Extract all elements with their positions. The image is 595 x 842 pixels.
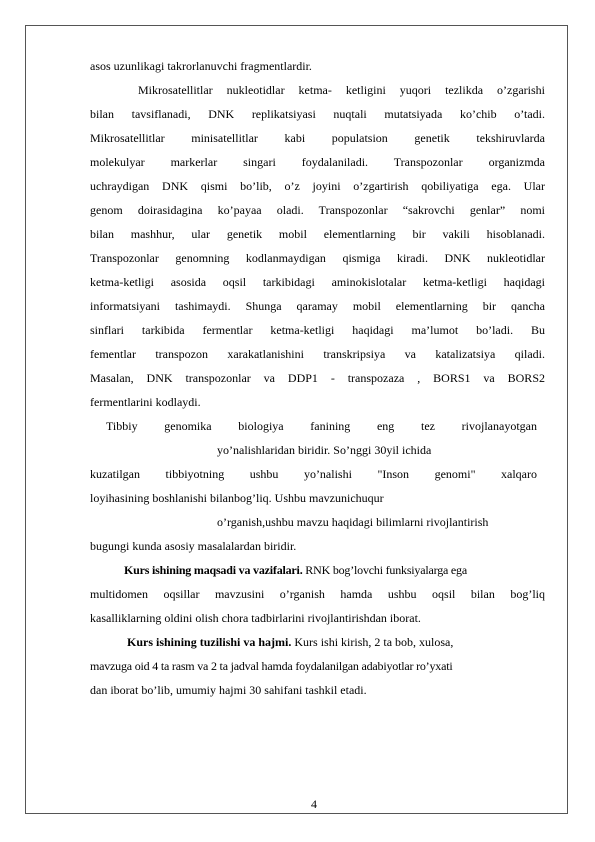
relevance-line: o’rganish,ushbu mavzu haqidagi bilimlarni rivojlantirish [217,515,489,529]
goals-heading: Kurs ishining maqsadi va vazifalari. [124,563,303,577]
goals-text: RNK bog’lovchi funksiyalarga ega [302,563,467,577]
paragraph-line: Masalan, DNK transpozonlar va DDP1 - transpozaza , BORS1 va BORS2 [90,371,545,385]
paragraph-line: fermentlarini kodlaydi. [90,395,201,409]
paragraph-line: ketma-ketligi asosida oqsil tarkibidagi aminokislotalar ketma-ketligi haqidagi [90,275,545,289]
paragraph-line: genom doirasidagina ko’payaa oladi. Transpozonlar “sakrovchi genlar” nomi [90,203,545,217]
structure-text: Kurs ishi kirish, 2 ta bob, xulosa, [291,635,454,649]
relevance-line: bugungi kunda asosiy masalalardan biridir. [90,539,297,553]
structure-line: dan iborat bo’lib, umumiy hajmi 30 sahifani tashkil etadi. [90,683,367,697]
document-body [90,54,545,702]
relevance-line: Tibbiy genomika biologiya fanining eng tez rivojlanayotgan [106,419,537,433]
paragraph-line: sinflari tarkibida fermentlar ketma-ketligi haqidagi ma’lumot bo’ladi. Bu [90,323,545,337]
goals-paragraph-first-line [90,558,545,582]
relevance-line: yo’nalishlaridan biridir. So’nggi 30yil ichida [217,443,432,457]
paragraph-line: Mikrosatellitlar nukleotidlar ketma- ketligini yuqori tezlikda o’zgarishi [138,83,545,97]
paragraph-line: asos uzunlikagi takrorlanuvchi fragmentlardir. [90,59,312,73]
paragraph-line: fementlar transpozon xarakatlanishini transkripsiya va katalizatsiya qiladi. [90,347,545,361]
paragraph-line: bilan tavsiflanadi, DNK replikatsiyasi nuqtali mutatsiyada ko’chib o’tadi. [90,107,545,121]
paragraph-line: bilan mashhur, ular genetik mobil elementlarning bir vakili hisoblanadi. [90,227,545,241]
relevance-line: loyihasining boshlanishi bilanbog’liq. Ushbu mavzunichuqur [90,491,384,505]
paragraph-line: Transpozonlar genomning kodlanmaydigan qismiga kiradi. DNK nukleotidlar [90,251,545,265]
goals-line: kasalliklarning oldini olish chora tadbirlarini rivojlantirishdan iborat. [90,611,421,625]
paragraph-line: molekulyar markerlar singari foydalaniladi. Transpozonlar organizmda [90,155,545,169]
structure-paragraph-first-line [90,630,545,654]
paragraph-line: Mikrosatellitlar minisatellitlar kabi populatsion genetik tekshiruvlarda [90,131,545,145]
structure-heading: Kurs ishining tuzilishi va hajmi. [127,635,292,649]
paragraph-line: uchraydigan DNK qismi bo’lib, o’z joyini o’zgartirish qobiliyatiga ega. Ular [90,179,545,193]
structure-line: mavzuga oid 4 ta rasm va 2 ta jadval hamda foydalanilgan adabiyotlar ro’yxati [90,659,453,673]
goals-line: multidomen oqsillar mavzusini o’rganish hamda ushbu oqsil bilan bog’liq [90,587,545,601]
page-number: 4 [311,797,317,811]
relevance-line: kuzatilgan tibbiyotning ushbu yo’nalishi "Inson genomi" xalqaro [90,467,537,481]
paragraph-line: informatsiyani tashimaydi. Shunga qaramay mobil elementlarning bir qancha [90,299,545,313]
